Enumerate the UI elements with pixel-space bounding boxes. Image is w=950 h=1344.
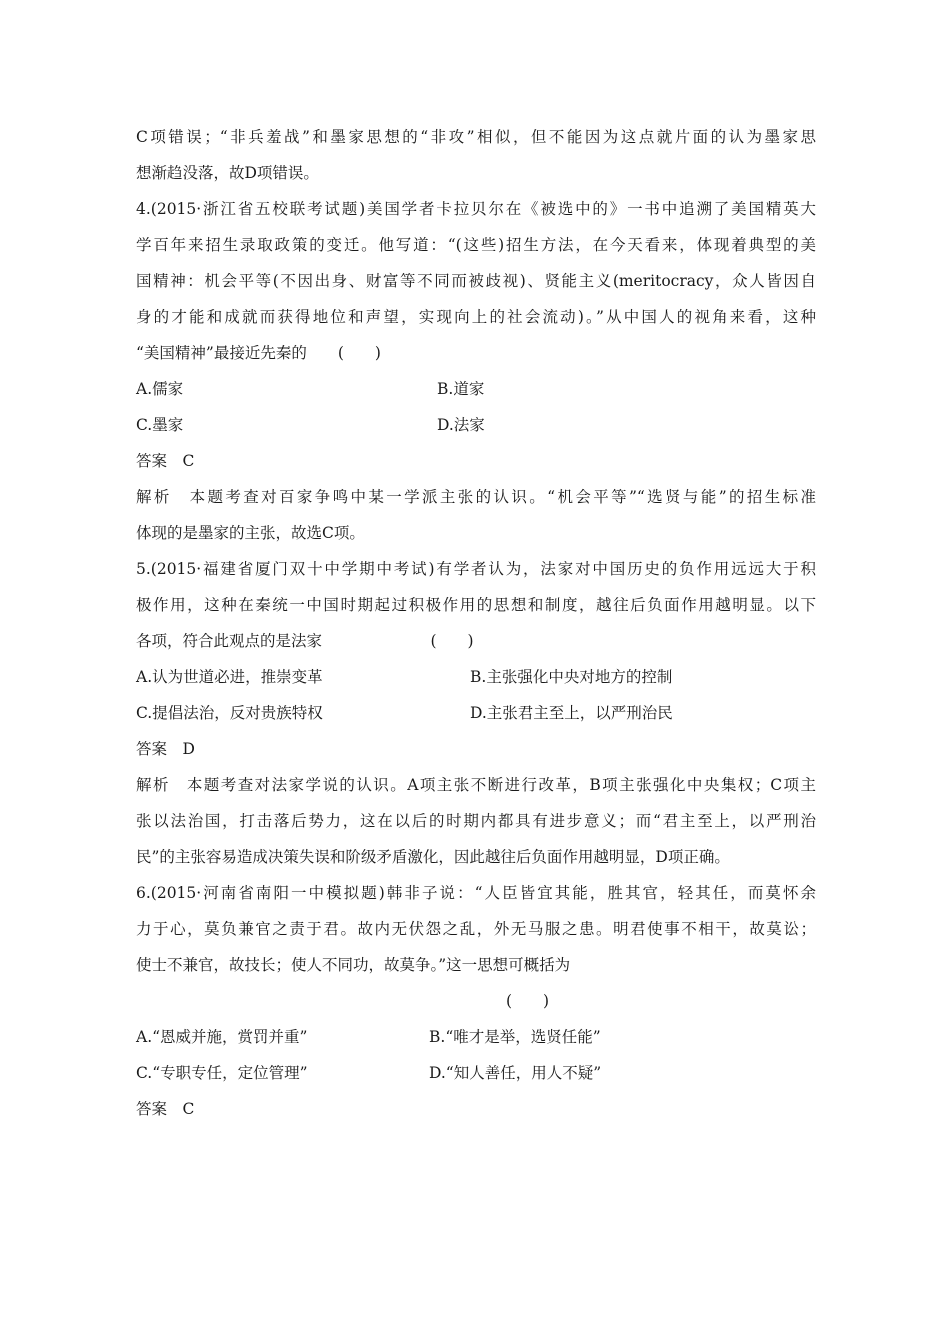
q6-stem-line-3: 使士不兼官，故技长；使人不同功，故莫争。”这一思想可概括为 bbox=[136, 956, 571, 974]
q6-option-b: B.“唯才是举，选贤任能” bbox=[429, 1028, 601, 1046]
q4-answer: 答案 C bbox=[136, 452, 195, 470]
q6-stem-line-1: 6.(2015·河南省南阳一中模拟题)韩非子说：“人臣皆宜其能，胜其官，轻其任，而莫怀余 bbox=[136, 884, 816, 902]
q5-analysis-line-1: 解析 本题考查对法家学说的认识。A项主张不断进行改革，B项主张强化中央集权；C项主 bbox=[136, 776, 816, 794]
q6-stem-line-2: 力于心，莫负兼官之责于君。故内无伏怨之乱，外无马服之患。明君使事不相干，故莫讼； bbox=[136, 920, 816, 938]
q6-option-a: A.“恩威并施，赏罚并重” bbox=[136, 1028, 308, 1046]
q5-answer: 答案 D bbox=[136, 740, 195, 758]
q5-analysis-line-3: 民”的主张容易造成决策失误和阶级矛盾激化，因此越往后负面作用越明显，D项正确。 bbox=[136, 848, 730, 866]
q6-option-c: C.“专职专任，定位管理” bbox=[136, 1064, 308, 1082]
q4-option-b: B.道家 bbox=[437, 380, 485, 398]
q4-stem-line-5: “美国精神”最接近先秦的 ( ) bbox=[136, 344, 381, 362]
q4-option-a: A.儒家 bbox=[136, 380, 184, 398]
q4-stem-line-2: 学百年来招生录取政策的变迁。他写道：“(这些)招生方法，在今天看来，体现着典型的美 bbox=[136, 236, 816, 254]
q4-stem-line-4: 身的才能和成就而获得地位和声望，实现向上的社会流动)。”从中国人的视角来看，这种 bbox=[136, 308, 816, 326]
q5-analysis-line-2: 张以法治国，打击落后势力，这在以后的时期内都具有进步意义；而“君主至上，以严刑治 bbox=[136, 812, 816, 830]
q5-option-d: D.主张君主至上，以严刑治民 bbox=[470, 704, 673, 722]
q4-option-d: D.法家 bbox=[437, 416, 485, 434]
q4-analysis-line-2: 体现的是墨家的主张，故选C项。 bbox=[136, 524, 365, 542]
q3-analysis-line-1: C项错误；“非兵羞战”和墨家思想的“非攻”相似，但不能因为这点就片面的认为墨家思 bbox=[136, 128, 816, 146]
q6-answer-bracket: ( ) bbox=[506, 992, 550, 1010]
q6-option-d: D.“知人善任，用人不疑” bbox=[429, 1064, 602, 1082]
q4-analysis-line-1: 解析 本题考查对百家争鸣中某一学派主张的认识。“机会平等”“选贤与能”的招生标准 bbox=[136, 488, 816, 506]
q5-option-a: A.认为世道必进，推崇变革 bbox=[136, 668, 323, 686]
q6-answer: 答案 C bbox=[136, 1100, 195, 1118]
q5-stem-line-2: 极作用，这种在秦统一中国时期起过积极作用的思想和制度，越往后负面作用越明显。以下 bbox=[136, 596, 816, 614]
q5-stem-line-1: 5.(2015·福建省厦门双十中学期中考试)有学者认为，法家对中国历史的负作用远远大于积 bbox=[136, 560, 816, 578]
q4-stem-line-3: 国精神：机会平等(不因出身、财富等不同而被歧视)、贤能主义(meritocracy，众人皆因自 bbox=[136, 272, 816, 290]
q3-analysis-line-2: 想渐趋没落，故D项错误。 bbox=[136, 164, 319, 182]
q5-option-b: B.主张强化中央对地方的控制 bbox=[470, 668, 673, 686]
q4-stem-line-1: 4.(2015·浙江省五校联考试题)美国学者卡拉贝尔在《被选中的》一书中追溯了美国精英大 bbox=[136, 200, 816, 218]
q5-stem-line-3: 各项，符合此观点的是法家 ( ) bbox=[136, 632, 474, 650]
q5-option-c: C.提倡法治，反对贵族特权 bbox=[136, 704, 323, 722]
q4-option-c: C.墨家 bbox=[136, 416, 184, 434]
